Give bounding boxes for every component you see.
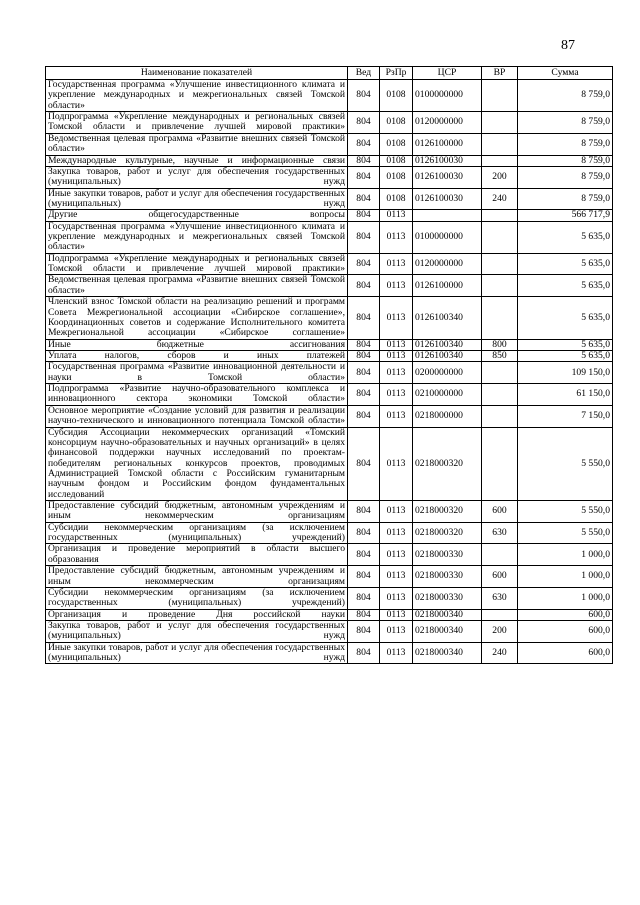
header-name: Наименование показателей [46, 67, 348, 80]
cell-rzpr: 0113 [380, 522, 413, 544]
cell-ved: 804 [348, 642, 380, 664]
cell-vr: 600 [482, 501, 518, 523]
cell-sum: 1 000,0 [518, 587, 613, 609]
cell-name: Ведомственная целевая программа «Развитие внешних связей Томской области» [46, 275, 348, 297]
cell-sum: 8 759,0 [518, 155, 613, 166]
cell-sum: 5 635,0 [518, 350, 613, 361]
cell-rzpr: 0113 [380, 642, 413, 664]
cell-rzpr: 0113 [380, 362, 413, 384]
cell-csr: 0126100000 [413, 133, 482, 155]
table-row [46, 587, 613, 609]
cell-rzpr: 0113 [380, 587, 413, 609]
cell-csr: 0126100340 [413, 297, 482, 339]
cell-rzpr: 0113 [380, 405, 413, 427]
cell-ved: 804 [348, 166, 380, 188]
cell-csr: 0218000320 [413, 501, 482, 523]
cell-ved: 804 [348, 384, 380, 406]
table-row [46, 642, 613, 664]
cell-sum: 5 550,0 [518, 501, 613, 523]
cell-ved: 804 [348, 609, 380, 620]
cell-vr [482, 155, 518, 166]
cell-sum: 1 000,0 [518, 544, 613, 566]
table-row [46, 350, 613, 361]
header-row [46, 67, 613, 80]
table-row [46, 166, 613, 188]
cell-ved: 804 [348, 155, 380, 166]
cell-sum: 5 635,0 [518, 339, 613, 350]
header-csr: ЦСР [413, 67, 482, 80]
cell-name: Уплата налогов, сборов и иных платежей [46, 350, 348, 361]
cell-ved: 804 [348, 587, 380, 609]
cell-sum: 7 150,0 [518, 405, 613, 427]
table-row [46, 112, 613, 134]
cell-rzpr: 0113 [380, 427, 413, 501]
cell-csr: 0218000000 [413, 405, 482, 427]
cell-ved: 804 [348, 427, 380, 501]
cell-sum: 5 550,0 [518, 522, 613, 544]
cell-sum: 61 150,0 [518, 384, 613, 406]
table-body [46, 80, 613, 664]
cell-name: Подпрограмма «Развитие научно-образовательного комплекса и инновационного сектора экономики Томской области» [46, 384, 348, 406]
table-header [46, 67, 613, 80]
cell-csr: 0120000000 [413, 112, 482, 134]
table-row [46, 275, 613, 297]
cell-vr [482, 297, 518, 339]
cell-name: Другие общегосударственные вопросы [46, 210, 348, 221]
cell-name: Иные закупки товаров, работ и услуг для обеспечения государственных (муниципальных) нужд [46, 188, 348, 210]
cell-name: Подпрограмма «Укрепление международных и региональных связей Томской области и привлечение лучшей мировой практики» [46, 112, 348, 134]
cell-sum: 5 635,0 [518, 297, 613, 339]
cell-csr: 0126100000 [413, 275, 482, 297]
table-row [46, 362, 613, 384]
cell-ved: 804 [348, 80, 380, 112]
cell-sum: 109 150,0 [518, 362, 613, 384]
cell-sum: 566 717,9 [518, 210, 613, 221]
cell-rzpr: 0108 [380, 133, 413, 155]
cell-csr: 0218000330 [413, 587, 482, 609]
cell-sum: 5 635,0 [518, 253, 613, 275]
table-row [46, 188, 613, 210]
cell-rzpr: 0113 [380, 339, 413, 350]
cell-name: Субсидия Ассоциации некоммерческих организаций «Томский консорциум научно-образовательных и научных организаций» в целях финансовой поддержки научных исследований по проектам-победителям региональных конкурсов проектов, проводимых Администрацией Томской области с Российским гуманитарным научным фондом и Российским фондом фундаментальных исследований [46, 427, 348, 501]
cell-csr: 0218000340 [413, 642, 482, 664]
cell-vr: 200 [482, 166, 518, 188]
cell-name: Членский взнос Томской области на реализацию решений и программ Совета Межрегиональной ассоциации «Сибирское соглашение», Координационных советов и содержание Исполнительного комитета Межрегиональной ассоциации «Сибирское соглашение» [46, 297, 348, 339]
cell-ved: 804 [348, 566, 380, 588]
cell-sum: 1 000,0 [518, 566, 613, 588]
cell-vr [482, 80, 518, 112]
cell-rzpr: 0113 [380, 275, 413, 297]
cell-ved: 804 [348, 297, 380, 339]
cell-vr [482, 221, 518, 253]
cell-vr [482, 427, 518, 501]
cell-ved: 804 [348, 362, 380, 384]
cell-csr: 0218000340 [413, 609, 482, 620]
cell-rzpr: 0108 [380, 166, 413, 188]
table-row [46, 80, 613, 112]
cell-sum: 600,0 [518, 642, 613, 664]
table-row [46, 297, 613, 339]
cell-ved: 804 [348, 522, 380, 544]
cell-ved: 804 [348, 133, 380, 155]
cell-name: Ведомственная целевая программа «Развитие внешних связей Томской области» [46, 133, 348, 155]
cell-vr: 630 [482, 522, 518, 544]
cell-rzpr: 0113 [380, 253, 413, 275]
table-row [46, 253, 613, 275]
table-row [46, 620, 613, 642]
cell-sum: 8 759,0 [518, 166, 613, 188]
cell-name: Международные культурные, научные и информационные связи [46, 155, 348, 166]
header-ved: Вед [348, 67, 380, 80]
cell-csr: 0218000330 [413, 566, 482, 588]
cell-csr: 0200000000 [413, 362, 482, 384]
cell-name: Государственная программа «Улучшение инвестиционного климата и укрепление международных и межрегиональных связей Томской области» [46, 80, 348, 112]
cell-rzpr: 0108 [380, 80, 413, 112]
cell-rzpr: 0113 [380, 210, 413, 221]
table-row [46, 522, 613, 544]
cell-ved: 804 [348, 210, 380, 221]
cell-csr: 0210000000 [413, 384, 482, 406]
cell-ved: 804 [348, 221, 380, 253]
cell-vr [482, 544, 518, 566]
cell-csr: 0100000000 [413, 221, 482, 253]
cell-csr: 0120000000 [413, 253, 482, 275]
cell-sum: 8 759,0 [518, 80, 613, 112]
cell-ved: 804 [348, 339, 380, 350]
table-row [46, 384, 613, 406]
table-row [46, 427, 613, 501]
cell-name: Предоставление субсидий бюджетным, автономным учреждениям и иным некоммерческим организациям [46, 566, 348, 588]
table-row [46, 339, 613, 350]
cell-rzpr: 0113 [380, 566, 413, 588]
cell-csr: 0126100340 [413, 350, 482, 361]
cell-vr [482, 112, 518, 134]
cell-name: Подпрограмма «Укрепление международных и региональных связей Томской области и привлечение лучшей мировой практики» [46, 253, 348, 275]
cell-vr [482, 253, 518, 275]
cell-name: Организация и проведение Дня российской науки [46, 609, 348, 620]
cell-vr [482, 362, 518, 384]
cell-name: Государственная программа «Развитие инновационной деятельности и науки в Томской области» [46, 362, 348, 384]
cell-vr: 850 [482, 350, 518, 361]
cell-sum: 8 759,0 [518, 112, 613, 134]
table-row [46, 501, 613, 523]
cell-rzpr: 0113 [380, 297, 413, 339]
cell-name: Субсидии некоммерческим организациям (за исключением государственных (муниципальных) учреждений) [46, 522, 348, 544]
cell-ved: 804 [348, 112, 380, 134]
cell-csr [413, 210, 482, 221]
cell-rzpr: 0113 [380, 501, 413, 523]
cell-ved: 804 [348, 253, 380, 275]
cell-rzpr: 0108 [380, 112, 413, 134]
cell-vr [482, 210, 518, 221]
cell-vr [482, 275, 518, 297]
cell-rzpr: 0113 [380, 544, 413, 566]
cell-sum: 8 759,0 [518, 133, 613, 155]
page-number: 87 [561, 38, 575, 53]
cell-name: Иные бюджетные ассигнования [46, 339, 348, 350]
cell-ved: 804 [348, 350, 380, 361]
cell-sum: 5 635,0 [518, 221, 613, 253]
cell-ved: 804 [348, 501, 380, 523]
budget-table [45, 66, 613, 664]
cell-csr: 0218000320 [413, 427, 482, 501]
cell-vr: 200 [482, 620, 518, 642]
cell-rzpr: 0113 [380, 620, 413, 642]
table-row [46, 221, 613, 253]
cell-ved: 804 [348, 275, 380, 297]
cell-ved: 804 [348, 405, 380, 427]
cell-vr [482, 609, 518, 620]
table-row [46, 210, 613, 221]
cell-vr [482, 405, 518, 427]
header-sum: Сумма [518, 67, 613, 80]
cell-sum: 600,0 [518, 609, 613, 620]
cell-csr: 0218000340 [413, 620, 482, 642]
cell-vr: 800 [482, 339, 518, 350]
table-row [46, 566, 613, 588]
cell-vr: 240 [482, 642, 518, 664]
cell-sum: 5 635,0 [518, 275, 613, 297]
table-row [46, 609, 613, 620]
cell-csr: 0218000320 [413, 522, 482, 544]
table-row [46, 155, 613, 166]
header-rzpr: РзПр [380, 67, 413, 80]
cell-csr: 0218000330 [413, 544, 482, 566]
header-vr: ВР [482, 67, 518, 80]
cell-name: Предоставление субсидий бюджетным, автономным учреждениям и иным некоммерческим организациям [46, 501, 348, 523]
cell-name: Основное мероприятие «Создание условий для развития и реализации научно-технического и инновационного потенциала Томской области» [46, 405, 348, 427]
table-row [46, 133, 613, 155]
cell-csr: 0126100340 [413, 339, 482, 350]
cell-csr: 0100000000 [413, 80, 482, 112]
cell-name: Иные закупки товаров, работ и услуг для обеспечения государственных (муниципальных) нужд [46, 642, 348, 664]
cell-vr [482, 384, 518, 406]
cell-rzpr: 0108 [380, 155, 413, 166]
cell-name: Государственная программа «Улучшение инвестиционного климата и укрепление международных и межрегиональных связей Томской области» [46, 221, 348, 253]
cell-name: Субсидии некоммерческим организациям (за исключением государственных (муниципальных) учреждений) [46, 587, 348, 609]
cell-rzpr: 0113 [380, 350, 413, 361]
cell-rzpr: 0113 [380, 384, 413, 406]
cell-ved: 804 [348, 188, 380, 210]
cell-vr: 630 [482, 587, 518, 609]
cell-csr: 0126100030 [413, 155, 482, 166]
cell-name: Организация и проведение мероприятий в области высшего образования [46, 544, 348, 566]
cell-rzpr: 0113 [380, 609, 413, 620]
cell-rzpr: 0113 [380, 221, 413, 253]
cell-vr: 240 [482, 188, 518, 210]
cell-sum: 8 759,0 [518, 188, 613, 210]
cell-vr: 600 [482, 566, 518, 588]
cell-ved: 804 [348, 544, 380, 566]
cell-csr: 0126100030 [413, 166, 482, 188]
cell-rzpr: 0108 [380, 188, 413, 210]
cell-csr: 0126100030 [413, 188, 482, 210]
cell-vr [482, 133, 518, 155]
cell-name: Закупка товаров, работ и услуг для обеспечения государственных (муниципальных) нужд [46, 620, 348, 642]
cell-sum: 5 550,0 [518, 427, 613, 501]
table-row [46, 544, 613, 566]
table-row [46, 405, 613, 427]
cell-sum: 600,0 [518, 620, 613, 642]
cell-name: Закупка товаров, работ и услуг для обеспечения государственных (муниципальных) нужд [46, 166, 348, 188]
cell-ved: 804 [348, 620, 380, 642]
